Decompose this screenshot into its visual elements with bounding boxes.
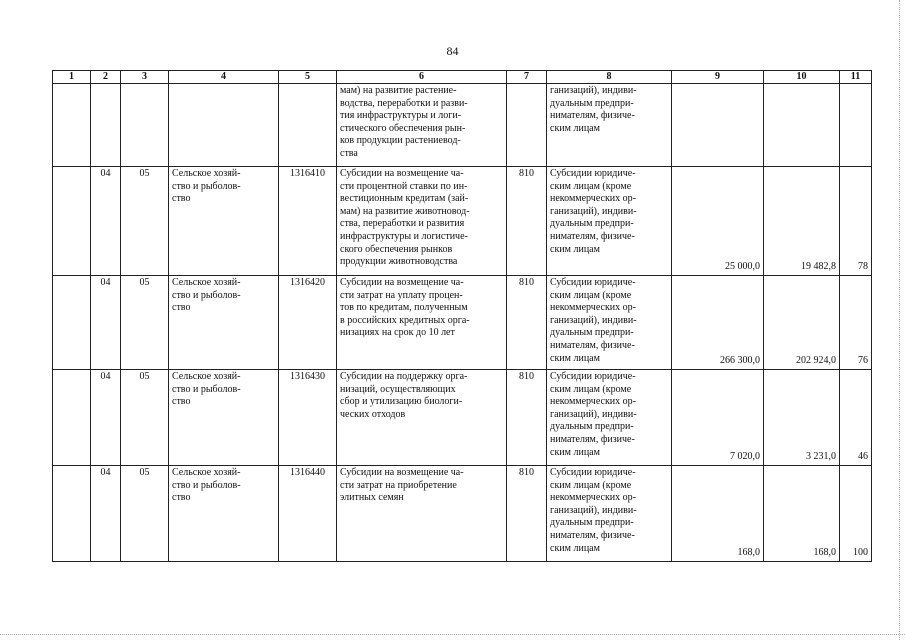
cell-expense-type: 810: [507, 370, 547, 466]
cell-recipient: Субсидии юридиче- ским лицам (кроме некоммерческих ор- ганизаций), индиви- дуальным предпри- нимателям, физиче- ским лицам: [547, 466, 672, 562]
cell-col1: [53, 276, 91, 370]
col-header-8: 8: [547, 71, 672, 84]
cell-target-code: 1316430: [279, 370, 337, 466]
cell-section: 04: [91, 370, 121, 466]
cell-target-code: 1316440: [279, 466, 337, 562]
table-row: [53, 370, 872, 466]
page-number: 84: [446, 44, 459, 58]
cell-col1: [53, 370, 91, 466]
cell-percent: 100: [840, 466, 872, 562]
cell-section-name: Сельское хозяй- ство и рыболов- ство: [169, 466, 279, 562]
cell: [507, 84, 547, 167]
cell-planned: 25 000,0: [672, 167, 764, 276]
cell: [169, 84, 279, 167]
cell-executed: 19 482,8: [764, 167, 840, 276]
col-header-1: 1: [53, 71, 91, 84]
cell-target-code: 1316420: [279, 276, 337, 370]
table-row: [53, 167, 872, 276]
col-header-5: 5: [279, 71, 337, 84]
budget-table: [52, 70, 872, 562]
scan-edge-bottom: [0, 634, 905, 636]
table-row: [53, 466, 872, 562]
cell-description: Субсидии на возмещение ча- сти затрат на уплату процен- тов по кредитам, полученным в российских кредитных орга- низациях на срок до 10 лет: [337, 276, 507, 370]
cell: [91, 84, 121, 167]
cell-executed: 168,0: [764, 466, 840, 562]
cell-expense-type: 810: [507, 276, 547, 370]
header-row: [53, 71, 872, 84]
scan-edge-right: [899, 0, 901, 640]
col-header-7: 7: [507, 71, 547, 84]
cell-section: 04: [91, 466, 121, 562]
cell: [279, 84, 337, 167]
cell-percent: 46: [840, 370, 872, 466]
cell-recipient: Субсидии юридиче- ским лицам (кроме некоммерческих ор- ганизаций), индиви- дуальным предпри- нимателям, физиче- ским лицам: [547, 276, 672, 370]
cell-planned: 168,0: [672, 466, 764, 562]
cell: [672, 84, 764, 167]
cell-description: Субсидии на возмещение ча- сти процентной ставки по ин- вестиционным кредитам (зай- мам) на развитие животновод- ства, переработки и развития инфраструктуры и логистиче- ского обеспечения рынков продукции животноводства: [337, 167, 507, 276]
cell-executed: 202 924,0: [764, 276, 840, 370]
col-header-9: 9: [672, 71, 764, 84]
cell-section-name: Сельское хозяй- ство и рыболов- ство: [169, 276, 279, 370]
table-row: [53, 276, 872, 370]
col-header-4: 4: [169, 71, 279, 84]
cell-recipient: Субсидии юридиче- ским лицам (кроме некоммерческих ор- ганизаций), индиви- дуальным предпри- нимателям, физиче- ским лицам: [547, 370, 672, 466]
cell-executed: 3 231,0: [764, 370, 840, 466]
cell-col1: [53, 466, 91, 562]
col-header-10: 10: [764, 71, 840, 84]
cell-target-code: 1316410: [279, 167, 337, 276]
cell-planned: 266 300,0: [672, 276, 764, 370]
cell-subsection: 05: [121, 370, 169, 466]
col-header-6: 6: [337, 71, 507, 84]
cell-percent: 76: [840, 276, 872, 370]
cell-expense-type: 810: [507, 167, 547, 276]
cell: [121, 84, 169, 167]
cell-section-name: Сельское хозяй- ство и рыболов- ство: [169, 167, 279, 276]
cell-section-name: Сельское хозяй- ство и рыболов- ство: [169, 370, 279, 466]
cell-percent: 78: [840, 167, 872, 276]
cell-subsection: 05: [121, 167, 169, 276]
cell-description: Субсидии на поддержку орга- низаций, осуществляющих сбор и утилизацию биологи- ческих отходов: [337, 370, 507, 466]
cell: [840, 84, 872, 167]
cell-planned: 7 020,0: [672, 370, 764, 466]
col-header-11: 11: [840, 71, 872, 84]
col-header-2: 2: [91, 71, 121, 84]
cell: [53, 84, 91, 167]
cell: [764, 84, 840, 167]
cell-expense-type: 810: [507, 466, 547, 562]
cell-description: мам) на развитие растение- водства, переработки и разви- тия инфраструктуры и логи- стического обеспечения рын- ков продукции растениевод- ства: [337, 84, 507, 167]
cell-subsection: 05: [121, 466, 169, 562]
cell-recipient: Субсидии юридиче- ским лицам (кроме некоммерческих ор- ганизаций), индиви- дуальным предпри- нимателям, физиче- ским лицам: [547, 167, 672, 276]
cell-recipient: ганизаций), индиви- дуальным предпри- нимателям, физиче- ским лицам: [547, 84, 672, 167]
cell-section: 04: [91, 276, 121, 370]
continuation-row: [53, 84, 872, 167]
col-header-3: 3: [121, 71, 169, 84]
cell-section: 04: [91, 167, 121, 276]
cell-col1: [53, 167, 91, 276]
cell-description: Субсидии на возмещение ча- сти затрат на приобретение элитных семян: [337, 466, 507, 562]
cell-subsection: 05: [121, 276, 169, 370]
